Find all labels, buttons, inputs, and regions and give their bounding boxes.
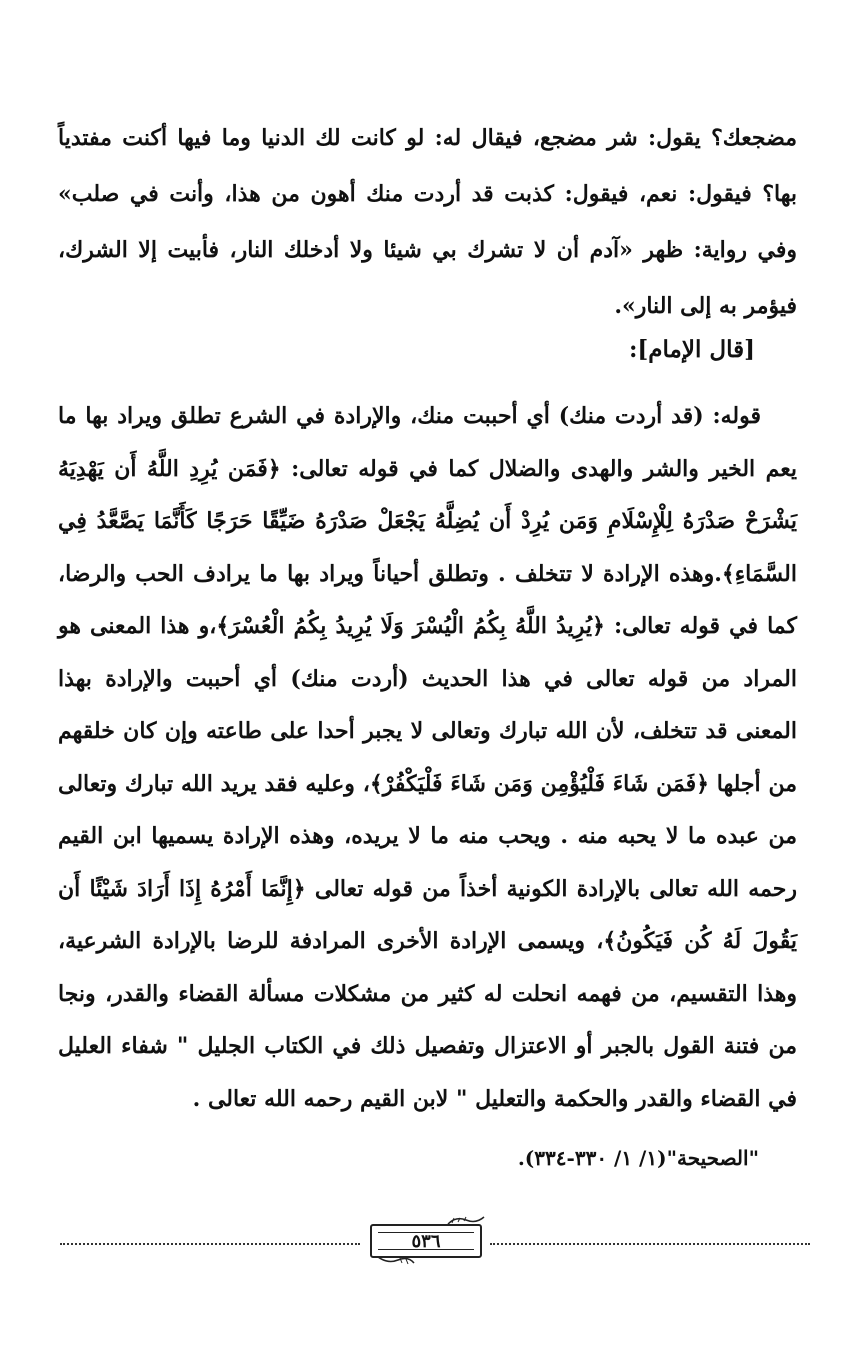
- section-heading: [قال الإمام]:: [628, 336, 755, 363]
- commentary-text-2: .وهذه الإرادة لا تتخلف . وتطلق أحياناً ويراد بها ما يرادف الحب والرضا، كما في قوله تعالى:: [58, 560, 797, 639]
- quran-verse-4: ﴿إِنَّمَا أَمْرُهُ إِذَا أَرَادَ شَيْئًا أَن يَقُولَ لَهُ كُن فَيَكُونُ﴾: [58, 875, 798, 954]
- quran-verse-3: ﴿فَمَن شَاءَ فَلْيُؤْمِن وَمَن شَاءَ فَلْيَكْفُرْ﴾: [369, 770, 709, 797]
- footer-dotted-rule-right: [490, 1243, 810, 1245]
- quran-verse-1: ﴿فَمَن يُرِدِ اللَّهُ أَن يَهْدِيَهُ يَشْرَحْ صَدْرَهُ لِلْإِسْلَامِ وَمَن يُرِدْ أَن يُضِلَّهُ يَجْعَلْ صَدْرَهُ ضَيِّقًا حَرَجًا كَأَنَّمَا يَصَّعَّدُ فِي السَّمَاءِ﴾: [58, 455, 797, 587]
- commentary-text-5: ، ويسمى الإرادة الأخرى المرادفة للرضا بالإرادة الشرعية، وهذا التقسيم، من فهمه انحلت له كثير من مشكلات مسألة القضاء والقدر، ونجا من فتنة القول بالجبر أو الاعتزال وتفصيل ذلك في الكتاب الجليل " شفاء العليل في القضاء والقدر والحكمة والتعليل " لابن القيم رحمه الله تعالى .: [58, 928, 797, 1112]
- page-number-frame: [370, 1224, 482, 1258]
- commentary-text-1: قوله: (قد أردت منك) أي أحببت منك، والإرادة في الشرع تطلق ويراد بها ما يعم الخير والشر والهدى والضلال كما في قوله تعالى:: [58, 403, 797, 482]
- commentary-text-4: ، وعليه فقد يريد الله تبارك وتعالى من عبده ما لا يحبه منه . ويحب منه ما لا يريده، وهذه الإرادة يسميها ابن القيم رحمه الله تعالى بالإرادة الكونية أخذاً من قوله تعالى: [58, 770, 797, 902]
- commentary-text-3: ،و هذا المعنى هو المراد من قوله تعالى في هذا الحديث (أردت منك) أي أحببت والإرادة بهذا المعنى قد تتخلف، لأن الله تبارك وتعالى لا يجبر أحدا على طاعته وإن كان خلقهم من أجلها: [58, 613, 797, 797]
- paragraph-hadith-continuation: [58, 110, 797, 334]
- footer-dotted-rule-left: [60, 1243, 360, 1245]
- quran-verse-2: ﴿يُرِيدُ اللَّهُ بِكُمُ الْيُسْرَ وَلَا يُرِيدُ بِكُمُ الْعُسْرَ﴾: [216, 613, 605, 639]
- source-citation: "الصحيحة"(١/ ١/ ٣٣٠-٣٣٤).: [517, 1146, 759, 1170]
- paragraph-1-text: مضجعك؟ يقول: شر مضجع، فيقال له: لو كانت لك الدنيا وما فيها أكنت مفتدياً بها؟ فيقول: نعم، فيقول: كذبت قد أردت منك أهون من هذا، وأنت في صلب» وفي رواية: ظهر «آدم أن لا تشرك بي شيئا ولا أدخلك النار، فأبيت إلا الشرك، فيؤمر به إلى النار».: [58, 125, 797, 319]
- page-number: ٥٣٦: [378, 1232, 474, 1250]
- paragraph-commentary: [58, 390, 797, 1125]
